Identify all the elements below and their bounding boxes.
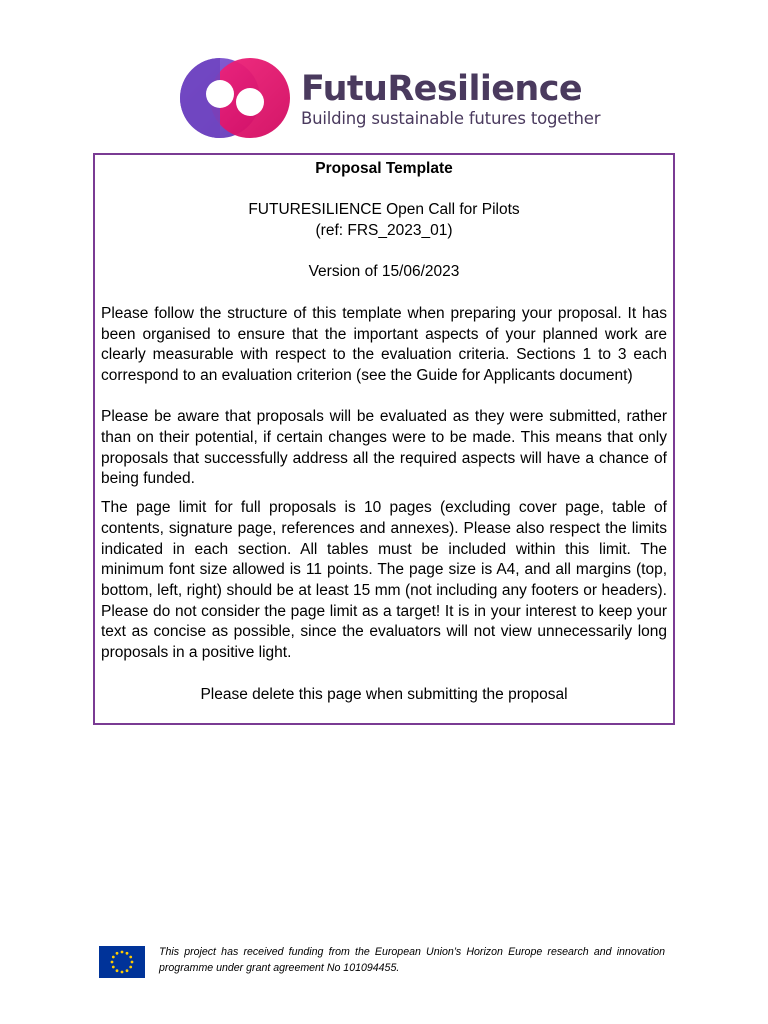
- version-line: Version of 15/06/2023: [308, 263, 460, 281]
- paragraph-structure: Please follow the structure of this template when preparing your proposal. It has been organised to ensure that the important aspects of your planned work are clearly measurable with respect to the evaluation criteria. Sections 1 to 3 each correspond to an evaluation criterion (see the Guide for Applicants document): [101, 304, 667, 384]
- futuresilience-logo: [180, 56, 600, 140]
- call-line: FUTURESILIENCE Open Call for Pilots: [248, 201, 520, 219]
- funding-statement: This project has received funding from the European Union’s Horizon Europe research and innovation programme under grant agreement No 101094455.: [159, 946, 665, 974]
- logo-name: FutuResilience: [301, 69, 582, 109]
- closing-line: Please delete this page when submitting the proposal: [200, 685, 568, 703]
- eu-flag-icon: [99, 946, 145, 978]
- paragraph-evaluation: Please be aware that proposals will be evaluated as they were submitted, rather than on their potential, if certain changes were to be made. This means that only proposals that successfully address all the required aspects will have a chance of being funded.: [101, 408, 667, 488]
- paragraph-page-limit: The page limit for full proposals is 10 pages (excluding cover page, table of contents, signature page, references and annexes). Please also respect the limits indicated in each section. All tables must be included within this limit. The minimum font size allowed is 11 points. The page size is A4, and all margins (top, bottom, left, right) should be at least 15 mm (not including any footers or headers). Please do not consider the page limit as a target! It is in your interest to keep your text as concise as possible, since the evaluators will not view unnecessarily long proposals in a positive light.: [101, 499, 667, 662]
- logo-mark-icon: [180, 56, 292, 140]
- funding-footer: [99, 944, 669, 980]
- ref-line: (ref: FRS_2023_01): [315, 222, 453, 240]
- box-title: Proposal Template: [315, 160, 453, 177]
- proposal-template-box: [93, 153, 675, 725]
- logo-tagline: Building sustainable futures together: [301, 109, 601, 128]
